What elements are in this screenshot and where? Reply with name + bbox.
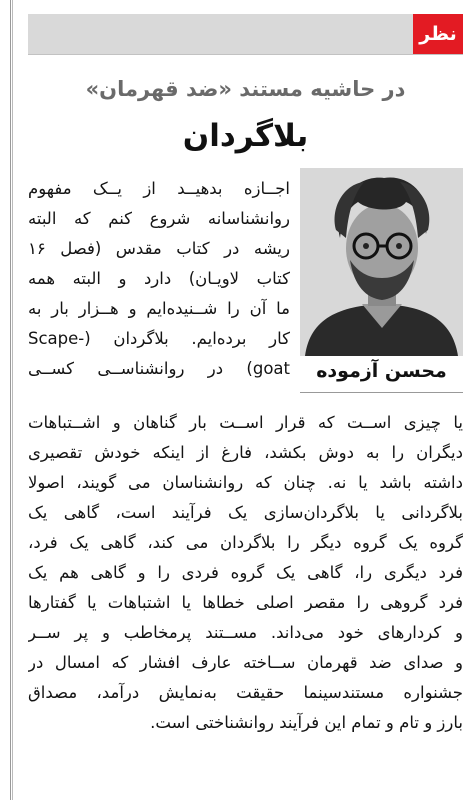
author-photo (300, 168, 463, 356)
body-line: روانشناسانه شروع کنم که البته (28, 209, 290, 228)
body-line: goat) در روانشناســی کســی (28, 359, 290, 378)
body-line: کار برده‌ایم. بلاگردان (-Scape (28, 329, 290, 348)
section-header-bar (28, 14, 463, 55)
body-line: بلاگردانی یا بلاگردان‌سازی یک فرآیند است، گاهی یک (28, 503, 463, 522)
article-kicker: در حاشیه مستند «ضد قهرمان» (85, 77, 406, 101)
body-line: و کردارهای خود می‌داند. مســتند پرمخاطب و پر ســر (28, 623, 463, 642)
column-divider (10, 0, 11, 800)
body-line: فرد دیگری را، گاهی یک گروه فردی را و گاهی هم یک (28, 563, 463, 582)
body-line: فرد گروهی را مقصر اصلی خطاها یا اشتباهات یا گفتارها (28, 593, 463, 612)
body-line: یا چیزی اســت که قرار اســت بار گناهان و اشــتباهات (28, 413, 463, 432)
section-label: نظر (413, 14, 463, 54)
body-line: ریشه در کتاب مقدس (فصل ۱۶ (28, 239, 290, 258)
body-line: اجــازه بدهیــد از یــک مفهوم (28, 179, 290, 198)
column-divider-secondary (12, 0, 13, 800)
article-headline: بلاگردان (182, 118, 309, 154)
body-line: دیگران را به دوش بکشد، فارغ از اینکه خودش تقصیری (28, 443, 463, 462)
body-line-last: بارز و تام و تمام این فرآیند روانشناختی است. (150, 713, 463, 732)
body-line: جشنواره مستندسینما حقیقت به‌نمایش درآمد، مصداق (28, 683, 463, 702)
body-line: کتاب لاویـان) دارد و البته همه (28, 269, 290, 288)
body-line: ما آن را شــنیده‌ایم و هــزار بار به (28, 299, 290, 318)
author-name: محسن آزموده (316, 360, 447, 382)
body-line: گروه یک گروه دیگر را بلاگردان می‌ کند، گاهی یک فرد، (28, 533, 463, 552)
body-line: و صدای ضد قهرمان ســاخته عارف افشار که امسال در (28, 653, 463, 672)
author-divider (300, 392, 463, 393)
body-line: داشته باشد یا نه. چنان که روانشناسان می‌ گویند، اصولا (28, 473, 463, 492)
